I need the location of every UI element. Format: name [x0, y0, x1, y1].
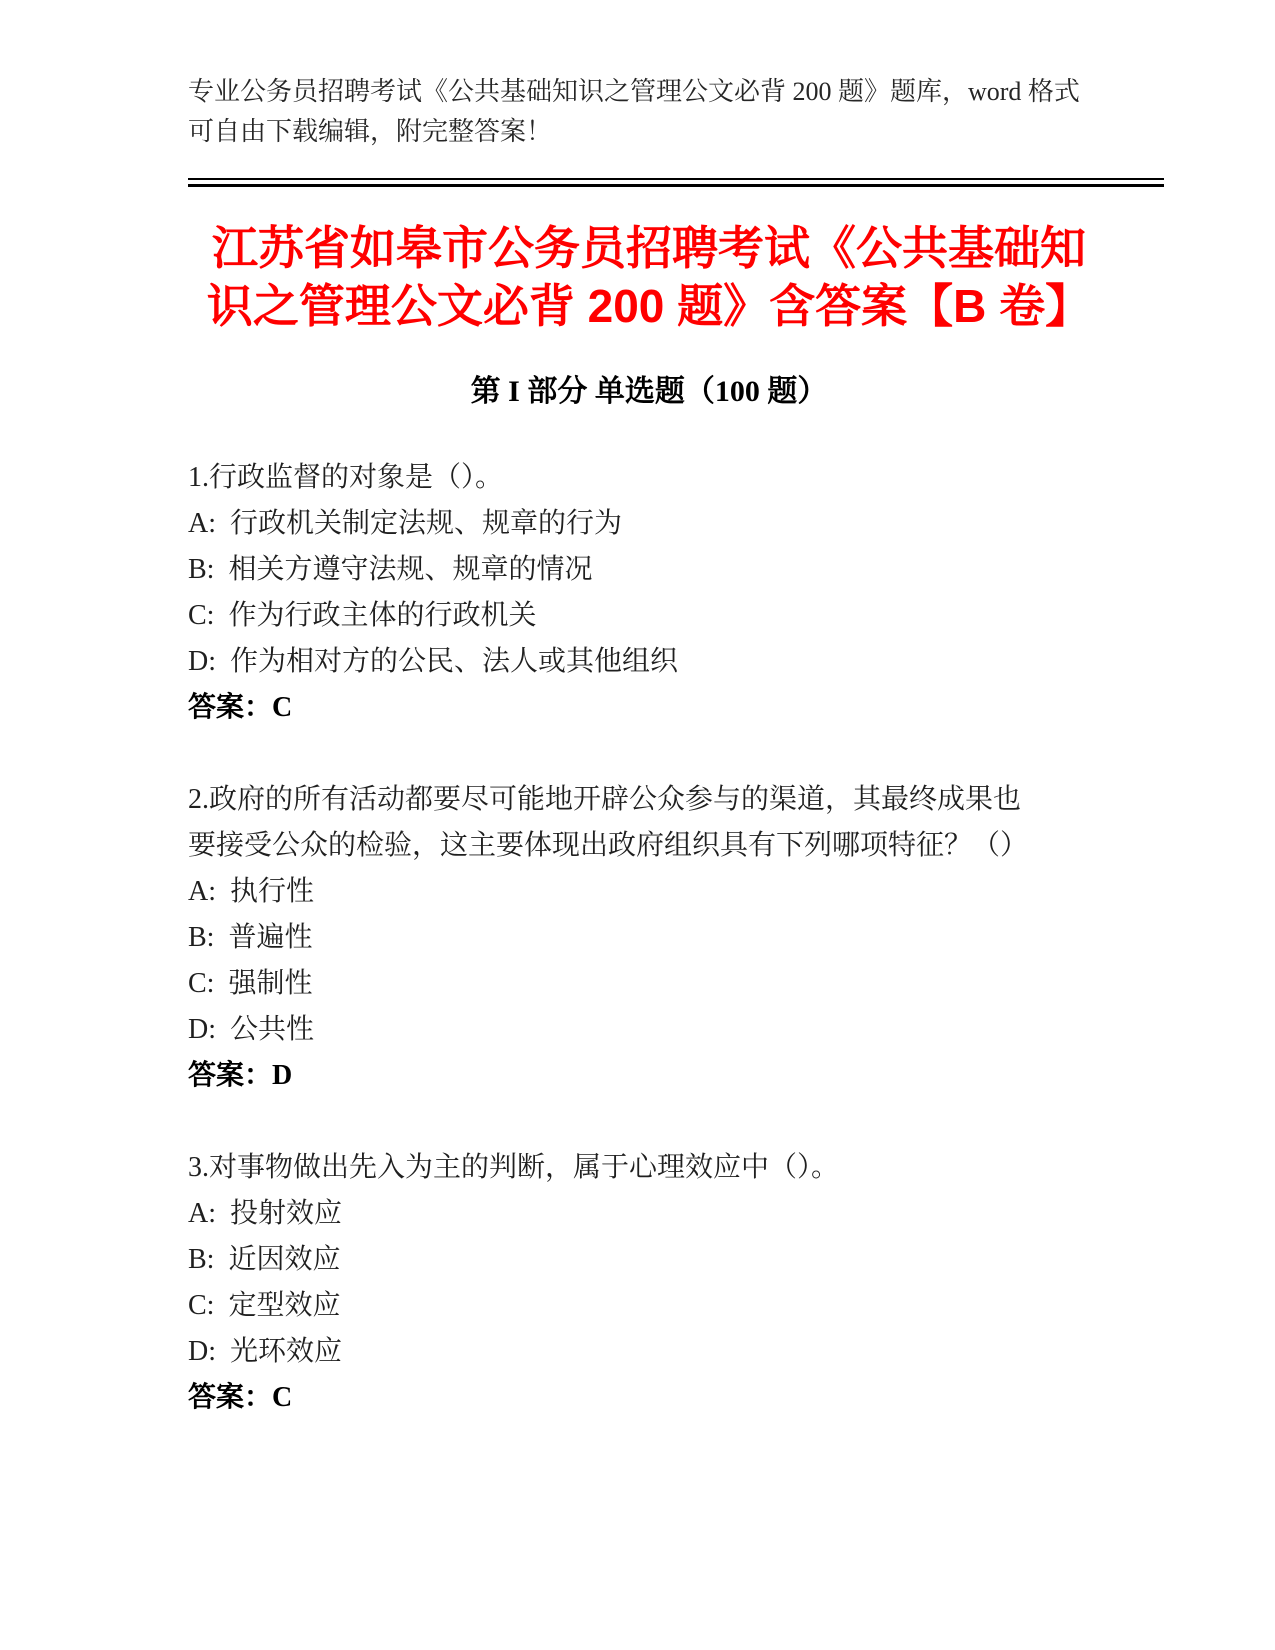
option-b: B: 普遍性	[188, 922, 313, 953]
header-note: 专业公务员招聘考试《公共基础知识之管理公文必背 200 题》题库，word 格式可自由下载编辑，附完整答案！	[188, 77, 1080, 146]
question-text: 2.政府的所有活动都要尽可能地开辟公众参与的渠道，其最终成果也要接受公众的检验，这主要体现出政府组织具有下列哪项特征？（）	[188, 784, 1029, 861]
option-c: C: 定型效应	[188, 1290, 341, 1321]
option-d: D: 光环效应	[188, 1336, 343, 1367]
option-a: A: 行政机关制定法规、规章的行为	[188, 508, 623, 539]
option-a: A: 执行性	[188, 876, 315, 907]
question-text: 1.行政监督的对象是（）。	[188, 462, 504, 493]
option-d: D: 作为相对方的公民、法人或其他组织	[188, 646, 679, 677]
option-b: B: 近因效应	[188, 1244, 341, 1275]
option-c: C: 作为行政主体的行政机关	[188, 600, 537, 631]
document-title: 江苏省如皋市公务员招聘考试《公共基础知识之管理公文必背 200 题》含答案【B 卷】	[206, 222, 1092, 332]
answer-line: 答案：C	[188, 1382, 293, 1413]
option-c: C: 强制性	[188, 968, 313, 999]
question-text: 3.对事物做出先入为主的判断，属于心理效应中（）。	[188, 1152, 840, 1183]
section-heading: 第 I 部分 单选题（100 题）	[470, 375, 828, 408]
option-a: A: 投射效应	[188, 1198, 343, 1229]
option-d: D: 公共性	[188, 1014, 315, 1045]
question-block-1	[188, 455, 1275, 731]
question-block-2	[188, 777, 1275, 1099]
answer-line: 答案：C	[188, 692, 293, 723]
question-block-3	[188, 1145, 1275, 1421]
option-b: B: 相关方遵守法规、规章的情况	[188, 554, 593, 585]
answer-line: 答案：D	[188, 1060, 293, 1091]
header-divider	[188, 178, 1164, 187]
